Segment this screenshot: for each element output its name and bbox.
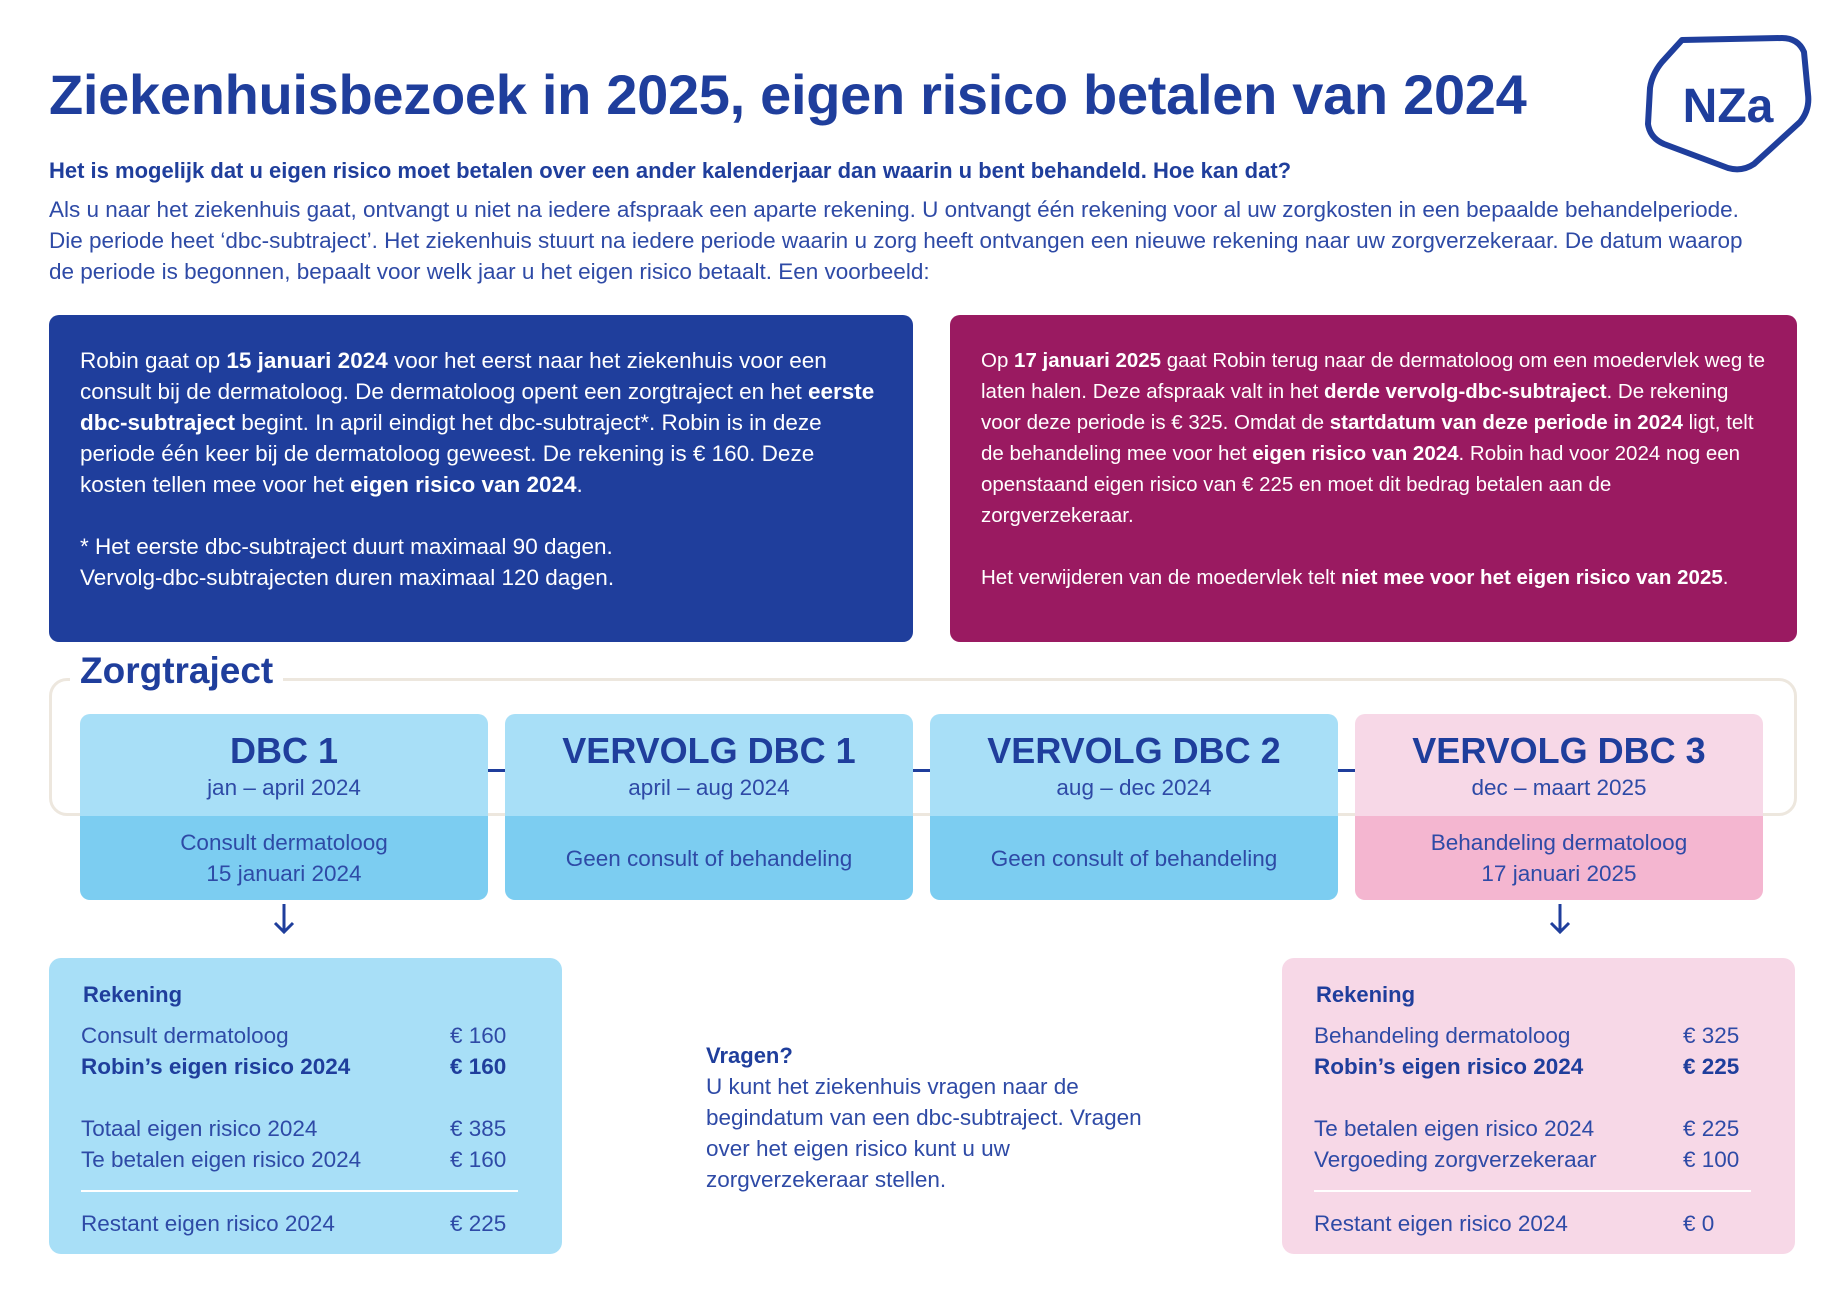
bill-row-restant: Restant eigen risico 2024 € 225	[81, 1211, 507, 1236]
nza-logo-text: NZa	[1682, 80, 1774, 133]
bill-row: Behandeling dermatoloog € 325	[1314, 1023, 1740, 1048]
dbc-step-period: dec – maart 2025	[1471, 775, 1647, 800]
dbc-step-event-date: 15 januari 2024	[206, 861, 362, 886]
zorgtraject-title: Zorgtraject	[70, 650, 283, 692]
bill-row-eigen-risico: Robin’s eigen risico 2024 € 225	[1314, 1054, 1740, 1079]
dbc-step-name: VERVOLG DBC 1	[562, 730, 856, 771]
bill-2024	[49, 958, 562, 1254]
bill-title: Rekening	[83, 982, 183, 1007]
bill-title: Rekening	[1316, 982, 1416, 1007]
dbc-step-name: DBC 1	[229, 730, 339, 771]
example-2024-text: Robin gaat op 15 januari 2024 voor het eerst naar het ziekenhuis voor een consult bij de dermatoloog. De dermatoloog opent een zorgtraject en het eerste dbc-subtraject begint. In april eindigt het dbc-subtraject*. Robin is in deze periode één keer bij de dermatoloog geweest. De rekening is € 160. Deze kosten tellen mee voor het eigen risico van 2024.	[80, 348, 875, 497]
dbc-step-3	[930, 714, 1338, 900]
bill-row-eigen-risico: Robin’s eigen risico 2024 € 160	[81, 1054, 507, 1079]
bill-row: Consult dermatoloog € 160	[81, 1023, 507, 1048]
dbc-step-1	[80, 714, 488, 900]
dbc-step-period: april – aug 2024	[628, 775, 790, 800]
intro-body: Als u naar het ziekenhuis gaat, ontvangt u niet na iedere afspraak een aparte rekening. U ontvangt één rekening voor al uw zorgkosten in een bepaalde behandelperiode. Die periode heet ‘dbc-subtraject’. Het ziekenhuis stuurt na iedere periode waarin u zorg heeft ontvangen een nieuwe rekening naar uw zorgverzekeraar. De datum waarop de periode is begonnen, bepaalt voor welk jaar u het eigen risico betaalt. Een voorbeeld:	[49, 197, 1743, 284]
example-2025-box	[950, 315, 1797, 642]
arrow-down-icon	[272, 902, 296, 936]
timeline-connector	[488, 769, 506, 772]
footnote-2: Vervolg-dbc-subtrajecten duren maximaal 120 dagen.	[80, 565, 615, 590]
example-2024-box	[49, 315, 913, 642]
footnote-1: * Het eerste dbc-subtraject duurt maximaal 90 dagen.	[80, 534, 613, 559]
bill-row: Te betalen eigen risico 2024 € 225	[1314, 1116, 1740, 1141]
dbc-step-event: Geen consult of behandeling	[990, 845, 1278, 871]
dbc-step-name: VERVOLG DBC 2	[987, 730, 1281, 771]
bill-2025	[1282, 958, 1795, 1254]
timeline-connector	[913, 769, 931, 772]
questions-block	[706, 1040, 1166, 1195]
dbc-step-event: Geen consult of behandeling	[565, 845, 853, 871]
dbc-step-event: Behandeling dermatoloog	[1430, 830, 1688, 855]
questions-title: Vragen?	[706, 1043, 793, 1068]
dbc-step-4	[1355, 714, 1763, 900]
intro-subheading: Het is mogelijk dat u eigen risico moet betalen over een ander kalenderjaar dan waarin u bent behandeld. Hoe kan dat?	[49, 158, 1292, 183]
bill-row: Te betalen eigen risico 2024 € 160	[81, 1147, 507, 1172]
divider	[1314, 1190, 1751, 1192]
timeline-connector	[1338, 769, 1356, 772]
nza-logo	[1642, 32, 1812, 174]
dbc-step-name: VERVOLG DBC 3	[1412, 730, 1706, 771]
dbc-step-event-date: 17 januari 2025	[1481, 861, 1637, 886]
example-2025-conclusion: Het verwijderen van de moedervlek telt niet mee voor het eigen risico van 2025.	[981, 566, 1729, 589]
example-2025-text: Op 17 januari 2025 gaat Robin terug naar de dermatoloog om een moedervlek weg te laten halen. Deze afspraak valt in het derde vervolg-dbc-subtraject. De rekening voor deze periode is € 325. Omdat de startdatum van deze periode in 2024 ligt, telt de behandeling mee voor het eigen risico van 2024. Robin had voor 2024 nog een openstaand eigen risico van € 225 en moet dit bedrag betalen aan de zorgverzekeraar.	[981, 349, 1766, 527]
bill-row: Totaal eigen risico 2024 € 385	[81, 1116, 507, 1141]
dbc-step-period: aug – dec 2024	[1056, 775, 1212, 800]
questions-body: U kunt het ziekenhuis vragen naar de begindatum van een dbc-subtraject. Vragen over het eigen risico kunt u uw zorgverzekeraar stellen.	[706, 1074, 1142, 1192]
dbc-step-period: jan – april 2024	[207, 775, 361, 800]
arrow-down-icon	[1548, 902, 1572, 936]
dbc-step-2	[505, 714, 913, 900]
bill-row-restant: Restant eigen risico 2024 € 0	[1314, 1211, 1715, 1236]
bill-row: Vergoeding zorgverzekeraar € 100	[1314, 1147, 1740, 1172]
divider	[81, 1190, 518, 1192]
dbc-step-event: Consult dermatoloog	[180, 830, 388, 855]
page-title: Ziekenhuisbezoek in 2025, eigen risico betalen van 2024	[49, 63, 1527, 126]
